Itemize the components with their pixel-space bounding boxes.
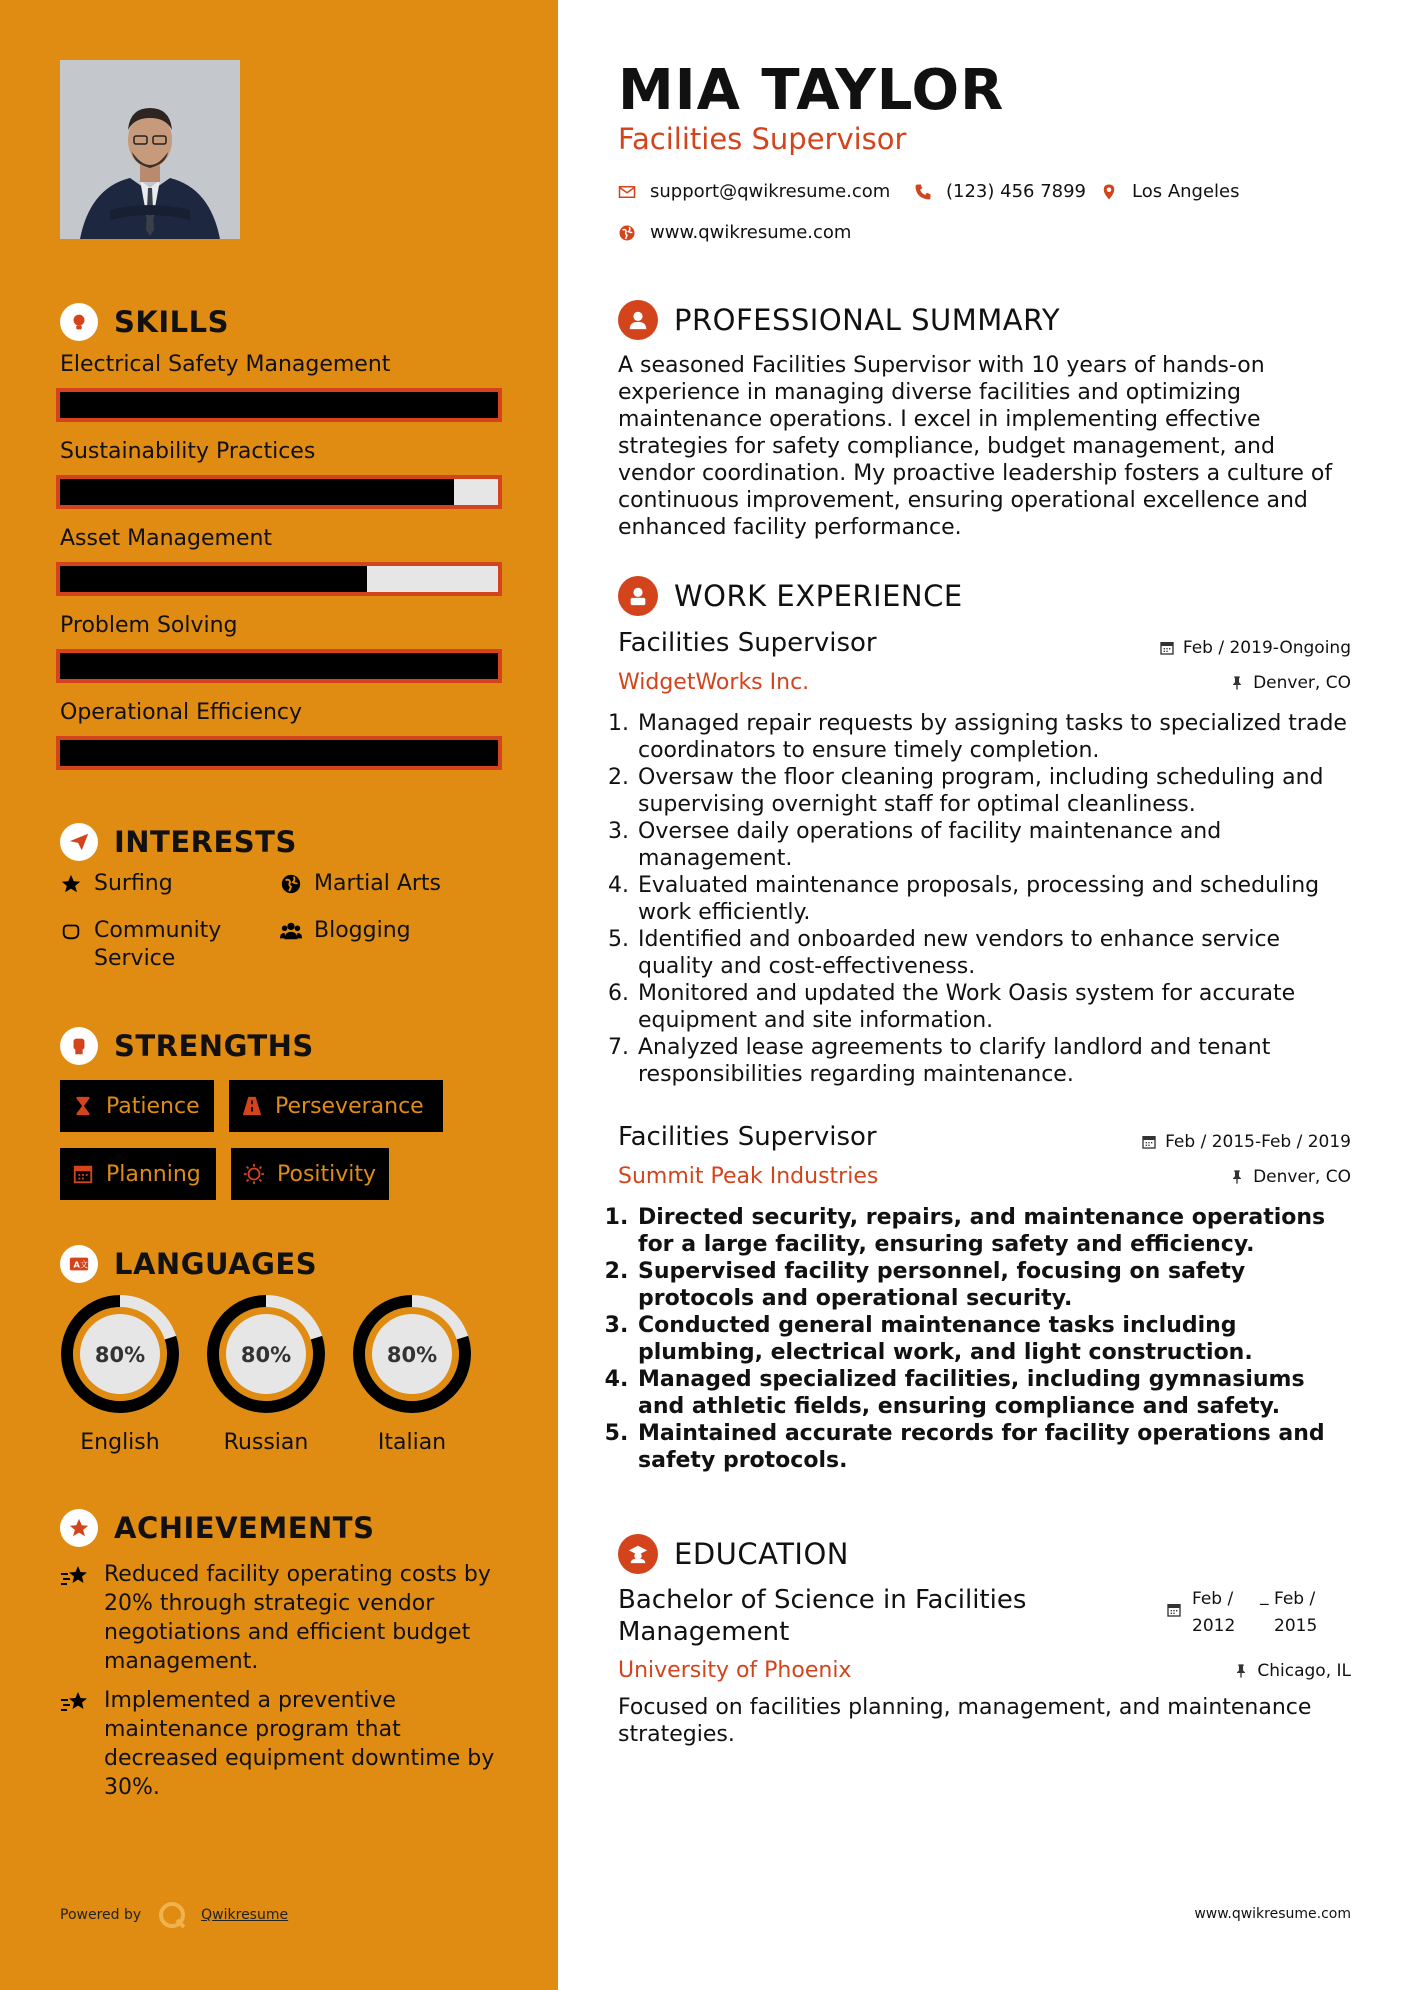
company-name: Summit Peak Industries xyxy=(618,1164,879,1189)
main-content xyxy=(558,0,1407,1990)
job-dates: Feb / 2015-Feb / 2019 xyxy=(1141,1132,1351,1152)
interest-item: Surfing xyxy=(60,870,173,898)
language-percent: 80% xyxy=(240,1343,292,1367)
language-name: English xyxy=(80,1430,160,1455)
education-title: EDUCATION xyxy=(674,1537,850,1571)
list-item: 2. Oversaw the floor cleaning program, including scheduling and supervising overnight staff for optimal cleanliness. xyxy=(636,764,1358,818)
users-icon xyxy=(280,920,302,942)
strength-tag: Perseverance xyxy=(229,1080,443,1132)
globe-icon xyxy=(280,873,302,895)
skill-label: Sustainability Practices xyxy=(60,439,316,464)
skill-bar-fill xyxy=(60,479,454,505)
job-title: Facilities Supervisor xyxy=(618,628,877,658)
qwikresume-link[interactable]: Qwikresume xyxy=(201,1907,289,1923)
calendar-icon xyxy=(1141,1134,1157,1150)
interest-item: Community Service xyxy=(60,917,260,973)
job-dates: Feb / 2019-Ongoing xyxy=(1159,638,1351,658)
strength-tag: Patience xyxy=(60,1080,214,1132)
skill-label: Electrical Safety Management xyxy=(60,352,391,377)
summary-text: A seasoned Facilities Supervisor with 10 years of hands-on experience in managing diverse facilities and optimizing maintenance operations. I excel in implementing effective strategies for safety compliance, budget management, and vendor coordination. My proactive leadership fosters a culture of continuous improvement, ensuring operational excellence and enhanced facility performance. xyxy=(618,353,1333,540)
skill-bar-fill xyxy=(60,740,498,766)
experience-heading xyxy=(618,576,963,616)
language-name: Russian xyxy=(223,1430,309,1455)
list-item: 4. Managed specialized facilities, including gymnasiums and athletic fields, ensuring compliance and safety. xyxy=(636,1366,1358,1420)
list-item: 7. Analyzed lease agreements to clarify landlord and tenant responsibilities regarding maintenance. xyxy=(636,1034,1358,1088)
education-location: Chicago, IL xyxy=(1233,1661,1351,1681)
list-item: 1. Directed security, repairs, and maintenance operations for a large facility, ensuring safety and efficiency. xyxy=(636,1204,1358,1258)
degree-title: Bachelor of Science in Facilities Management xyxy=(618,1585,1027,1647)
job-bullets xyxy=(618,710,1358,1088)
job-location: Denver, CO xyxy=(1229,1167,1351,1187)
svg-text:文: 文 xyxy=(79,1259,89,1270)
interests-title: INTERESTS xyxy=(114,825,297,859)
fist-icon xyxy=(60,1027,98,1065)
list-item: 2. Supervised facility personnel, focusing on safety protocols and operational security. xyxy=(636,1258,1358,1312)
contact-website[interactable]: www.qwikresume.com xyxy=(618,222,851,243)
user-icon xyxy=(618,300,658,340)
achievement-item: Implemented a preventive maintenance program that decreased equipment downtime by 30%. xyxy=(60,1686,500,1802)
star-icon xyxy=(60,873,82,895)
list-item: 6. Monitored and updated the Work Oasis system for accurate equipment and site information. xyxy=(636,980,1358,1034)
list-item: 3. Conducted general maintenance tasks including plumbing, electrical work, and light construction. xyxy=(636,1312,1358,1366)
interest-item: Blogging xyxy=(280,917,411,945)
candidate-title: Facilities Supervisor xyxy=(618,122,907,156)
date-separator: _ xyxy=(1260,1586,1269,1606)
skill-label: Problem Solving xyxy=(60,613,238,638)
interest-item: Martial Arts xyxy=(280,870,441,898)
shooting-star-icon xyxy=(60,1688,90,1716)
skills-heading xyxy=(60,302,229,342)
shooting-star-icon xyxy=(60,1562,90,1590)
hand-icon xyxy=(60,920,82,942)
graduate-icon xyxy=(618,1534,658,1574)
strength-tag: Planning xyxy=(60,1148,216,1200)
company-name: WidgetWorks Inc. xyxy=(618,670,810,695)
list-item: 4. Evaluated maintenance proposals, processing and scheduling work efficiently. xyxy=(636,872,1358,926)
language-name: Italian xyxy=(377,1430,447,1455)
candidate-name: MIA TAYLOR xyxy=(618,58,1005,123)
contact-location: Los Angeles xyxy=(1100,181,1240,202)
strengths-heading xyxy=(60,1026,314,1066)
list-item: 5. Identified and onboarded new vendors to enhance service quality and cost-effectiveness. xyxy=(636,926,1358,980)
language-icon xyxy=(60,1245,98,1283)
skill-bar xyxy=(56,736,502,770)
pushpin-icon xyxy=(1229,675,1245,691)
qwikresume-logo-icon xyxy=(157,1900,187,1930)
star-badge-icon xyxy=(60,1509,98,1547)
skill-bar xyxy=(56,388,502,422)
skill-bar xyxy=(56,562,502,596)
paper-plane-icon xyxy=(60,823,98,861)
job-bullets xyxy=(618,1204,1358,1474)
achievement-item: Reduced facility operating costs by 20% through strategic vendor negotiations and efficient budget management. xyxy=(60,1560,500,1676)
briefcase-user-icon xyxy=(618,576,658,616)
phone-icon xyxy=(914,183,932,201)
skill-bar xyxy=(56,649,502,683)
skills-title: SKILLS xyxy=(114,305,229,339)
skill-bar-fill xyxy=(60,566,367,592)
powered-by: Powered by Qwikresume xyxy=(60,1900,288,1930)
hourglass-icon xyxy=(72,1095,94,1117)
list-item: 1. Managed repair requests by assigning tasks to specialized trade coordinators to ensure timely completion. xyxy=(636,710,1358,764)
languages-heading xyxy=(60,1244,317,1284)
map-pin-icon xyxy=(1100,183,1118,201)
skill-label: Asset Management xyxy=(60,526,273,551)
footer-url[interactable]: www.qwikresume.com xyxy=(1194,1906,1351,1922)
sun-icon xyxy=(243,1163,265,1185)
language-ring xyxy=(58,1292,182,1416)
pushpin-icon xyxy=(1229,1169,1245,1185)
profile-photo xyxy=(60,60,240,239)
calendar-icon xyxy=(72,1163,94,1185)
achievements-title: ACHIEVEMENTS xyxy=(114,1511,375,1545)
pushpin-icon xyxy=(1233,1663,1249,1679)
experience-title: WORK EXPERIENCE xyxy=(674,579,963,613)
education-start-date: Feb / 2012 xyxy=(1192,1589,1236,1636)
globe-icon xyxy=(618,224,636,242)
education-description: Focused on facilities planning, management, and maintenance strategies. xyxy=(618,1695,1312,1747)
contact-email[interactable]: support@qwikresume.com xyxy=(618,181,890,202)
language-ring xyxy=(204,1292,328,1416)
job-location: Denver, CO xyxy=(1229,673,1351,693)
calendar-icon xyxy=(1166,1602,1182,1618)
skill-bar xyxy=(56,475,502,509)
language-percent: 80% xyxy=(94,1343,146,1367)
list-item: 5. Maintained accurate records for facility operations and safety protocols. xyxy=(636,1420,1358,1474)
interests-heading xyxy=(60,822,297,862)
languages-title: LANGUAGES xyxy=(114,1247,318,1281)
summary-heading xyxy=(618,300,1060,340)
language-ring xyxy=(350,1292,474,1416)
strengths-title: STRENGTHS xyxy=(114,1029,314,1063)
job-title: Facilities Supervisor xyxy=(618,1122,877,1152)
education-end-date: Feb / 2015 xyxy=(1274,1589,1318,1636)
school-name: University of Phoenix xyxy=(618,1658,852,1683)
lightbulb-icon xyxy=(60,303,98,341)
skill-bar-fill xyxy=(60,392,498,418)
list-item: 3. Oversee daily operations of facility maintenance and management. xyxy=(636,818,1358,872)
achievements-heading xyxy=(60,1508,374,1548)
svg-text:A: A xyxy=(73,1259,80,1270)
language-percent: 80% xyxy=(386,1343,438,1367)
contact-phone[interactable]: (123) 456 7899 xyxy=(914,181,1086,202)
summary-title: PROFESSIONAL SUMMARY xyxy=(674,303,1061,337)
skill-label: Operational Efficiency xyxy=(60,700,303,725)
sidebar xyxy=(0,0,558,1990)
education-heading xyxy=(618,1534,849,1574)
envelope-icon xyxy=(618,183,636,201)
road-icon xyxy=(241,1095,263,1117)
strength-tag: Positivity xyxy=(231,1148,389,1200)
calendar-icon xyxy=(1159,640,1175,656)
skill-bar-fill xyxy=(60,653,498,679)
